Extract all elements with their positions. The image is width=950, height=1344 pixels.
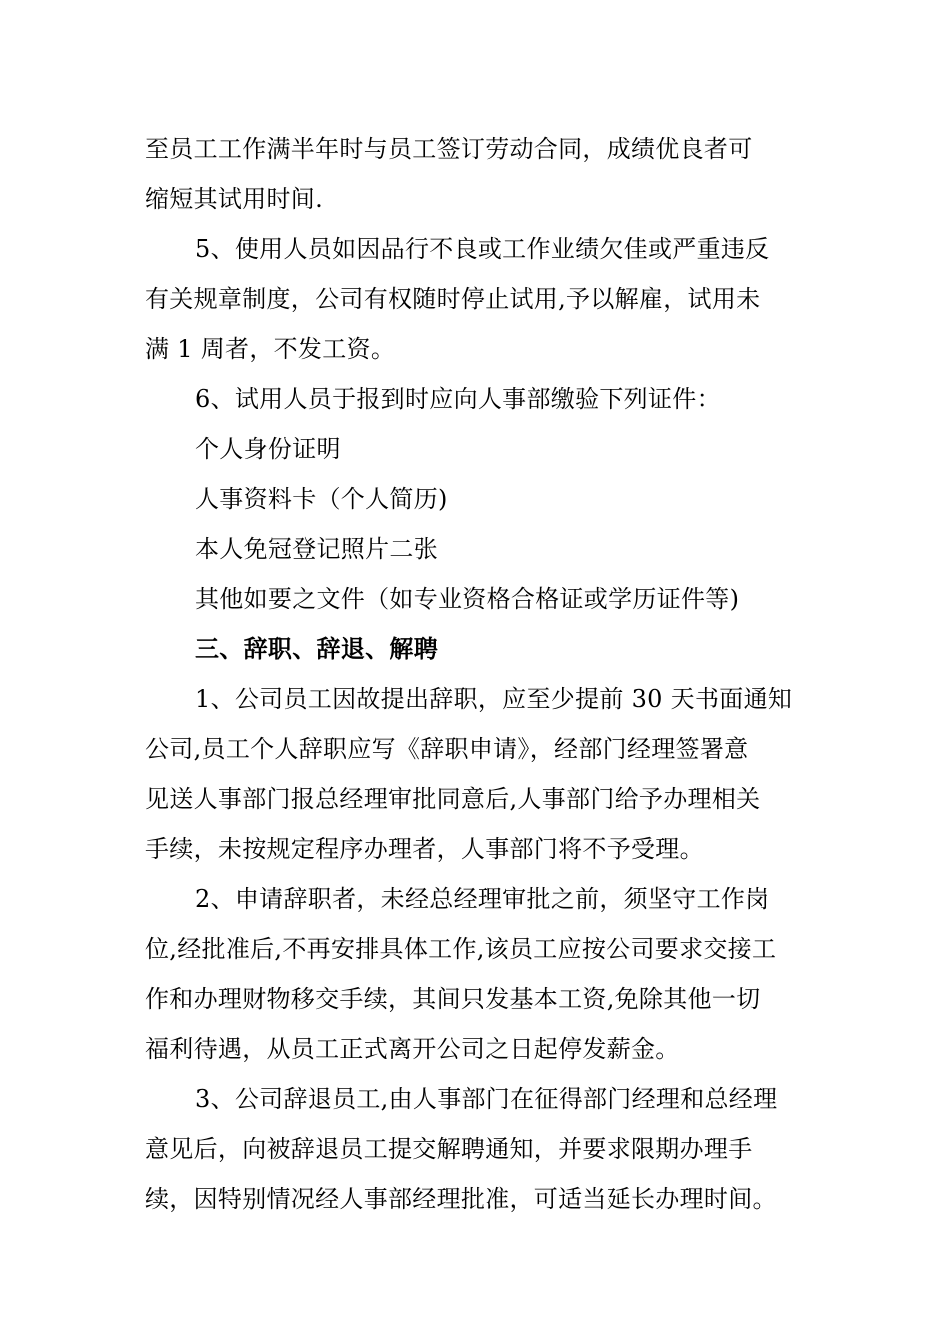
text-line: 手续，未按规定程序办理者，人事部门将不予受理。 [145, 835, 704, 863]
text-line: 至员工工作满半年时与员工签订劳动合同，成绩优良者可 [145, 135, 753, 163]
text-line: 有关规章制度，公司有权随时停止试用,予以解雇，试用未 [145, 285, 761, 313]
text-line: 缩短其试用时间. [145, 185, 324, 213]
list-item: 人事资料卡（个人简历) [195, 485, 448, 513]
text-line: 作和办理财物移交手续，其间只发基本工资,免除其他一切 [145, 985, 761, 1013]
text-line: 福利待遇，从员工正式离开公司之日起停发薪金。 [145, 1035, 680, 1063]
section-heading: 三、辞职、辞退、解聘 [195, 634, 438, 663]
text-line: 续，因特别情况经人事部经理批准，可适当延长办理时间。 [145, 1185, 777, 1213]
text-line: 公司,员工个人辞职应写《辞职申请》，经部门经理签署意 [145, 735, 749, 763]
text-line: 见送人事部门报总经理审批同意后,人事部门给予办理相关 [145, 785, 761, 813]
paragraph-6-start: 6、试用人员于报到时应向人事部缴验下列证件： [195, 385, 721, 413]
list-item: 个人身份证明 [195, 435, 341, 463]
paragraph-5-start: 5、使用人员如因品行不良或工作业绩欠佳或严重违反 [195, 235, 770, 263]
text-line: 位,经批准后,不再安排具体工作,该员工应按公司要求交接工 [145, 935, 777, 963]
paragraph-3-start: 3、公司辞退员工,由人事部门在征得部门经理和总经理 [195, 1085, 778, 1113]
text-line: 意见后，向被辞退员工提交解聘通知，并要求限期办理手 [145, 1135, 753, 1163]
list-item: 其他如要之文件（如专业资格合格证或学历证件等) [195, 585, 740, 613]
paragraph-1-start: 1、公司员工因故提出辞职，应至少提前 30 天书面通知 [195, 685, 793, 713]
text-line: 满 1 周者，不发工资。 [145, 335, 396, 363]
paragraph-2-start: 2、申请辞职者，未经总经理审批之前，须坚守工作岗 [195, 885, 770, 913]
list-item: 本人免冠登记照片二张 [195, 535, 438, 563]
